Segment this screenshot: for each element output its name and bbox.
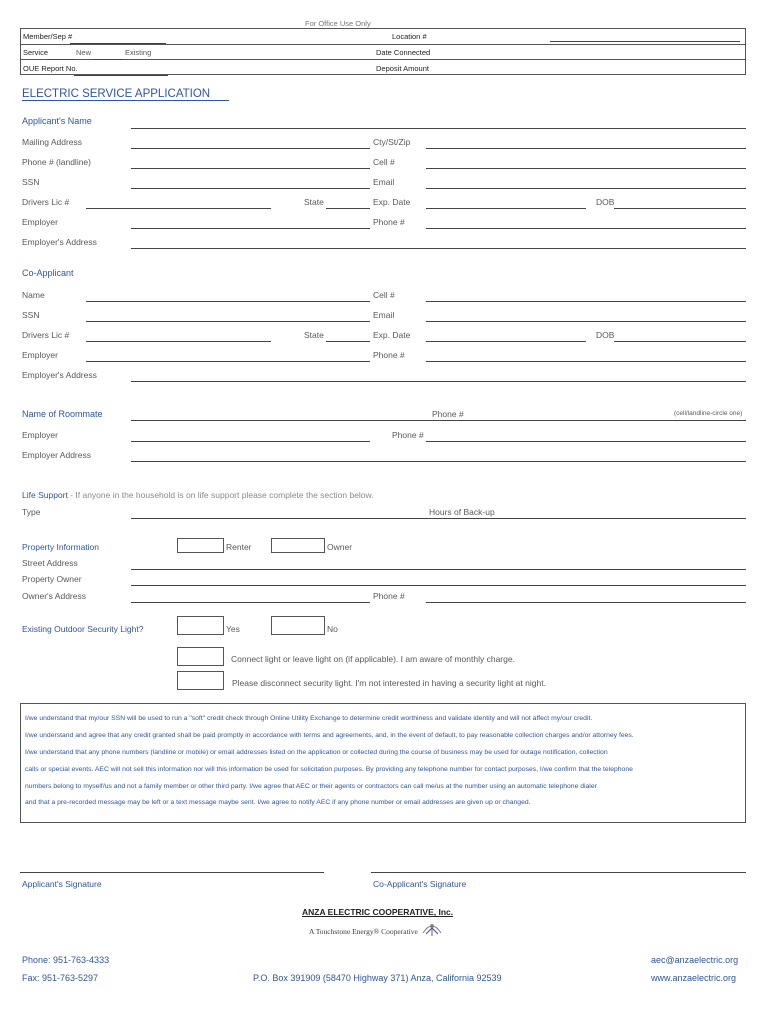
- co-ssn-input[interactable]: [86, 309, 370, 322]
- oue-report-label: OUE Report No.: [23, 64, 78, 73]
- footer-phone: Phone: 951-763-4333: [22, 955, 110, 965]
- office-box-divider-2: [20, 59, 746, 60]
- co-employer-phone-input[interactable]: [426, 349, 746, 362]
- co-cell-input[interactable]: [426, 289, 746, 302]
- life-support-type-label: Type: [22, 507, 41, 517]
- coapplicant-signature-input[interactable]: [371, 860, 746, 873]
- life-support-line: [22, 490, 374, 500]
- coapplicant-signature-label: Co-Applicant's Signature: [373, 879, 467, 889]
- footer-web-link[interactable]: www.anzaelectric.org: [651, 973, 737, 983]
- owners-address-label: Owner's Address: [22, 591, 86, 601]
- disconnect-light-label: Please disconnect security light. I'm not interested in having a security light at night.: [232, 678, 546, 688]
- footer-address: P.O. Box 391909 (58470 Highway 371) Anza, California 92539: [253, 973, 502, 983]
- service-existing-input[interactable]: [94, 47, 123, 60]
- co-exp-date-label: Exp. Date: [373, 330, 411, 340]
- state-input[interactable]: [326, 196, 370, 209]
- service-existing-label: Existing: [125, 48, 152, 57]
- owner-phone-input[interactable]: [426, 590, 746, 603]
- co-employers-address-input[interactable]: [131, 369, 746, 382]
- office-use-header: For Office Use Only: [305, 19, 371, 28]
- co-cell-label: Cell #: [373, 290, 395, 300]
- email-label: Email: [373, 177, 395, 187]
- security-light-no-checkbox[interactable]: [271, 616, 325, 635]
- co-name-label: Name: [22, 290, 45, 300]
- cty-st-zip-input[interactable]: [426, 136, 746, 149]
- co-employer-input[interactable]: [86, 349, 370, 362]
- co-exp-date-input[interactable]: [426, 329, 586, 342]
- service-label: Service: [23, 48, 49, 57]
- org-name: ANZA ELECTRIC COOPERATIVE, Inc.: [302, 907, 454, 917]
- state-label: State: [304, 197, 324, 207]
- mailing-address-input[interactable]: [131, 136, 370, 149]
- date-connected-label: Date Connected: [376, 48, 431, 57]
- office-box-divider-1: [20, 44, 746, 45]
- page-title: ELECTRIC SERVICE APPLICATION: [22, 88, 229, 101]
- employers-address-label: Employer's Address: [22, 237, 97, 247]
- applicant-name-input[interactable]: [131, 116, 746, 129]
- employer-input[interactable]: [131, 216, 370, 229]
- security-light-yes-label: Yes: [226, 624, 240, 634]
- mailing-address-label: Mailing Address: [22, 137, 83, 147]
- co-dob-label: DOB: [596, 330, 615, 340]
- street-address-input[interactable]: [131, 557, 746, 570]
- employers-address-input[interactable]: [131, 236, 746, 249]
- roommate-employer-address-input[interactable]: [131, 449, 746, 462]
- security-light-no-label: No: [327, 624, 338, 634]
- renter-label: Renter: [226, 542, 252, 552]
- applicant-signature-input[interactable]: [20, 860, 324, 873]
- phone-landline-input[interactable]: [131, 156, 370, 169]
- security-light-question: Existing Outdoor Security Light?: [22, 624, 144, 634]
- member-sep-input[interactable]: [70, 31, 166, 44]
- dob-input[interactable]: [614, 196, 746, 209]
- credit-notice-box: [20, 703, 746, 823]
- office-box-left-border: [20, 28, 21, 75]
- footer-email-link[interactable]: aec@anzaelectric.org: [651, 955, 739, 965]
- notice-line-5: numbers belong to myself/us and not a family member or other third party. I/we agree that AEC or their agents or contractors can call me/us at the number using an automatic telephone dialer: [25, 783, 597, 790]
- street-address-label: Street Address: [22, 558, 78, 568]
- co-employer-label: Employer: [22, 350, 58, 360]
- location-input[interactable]: [550, 29, 740, 42]
- roommate-phone-label: Phone #: [432, 409, 464, 419]
- life-support-instructions: - If anyone in the household is on life support please complete the section below.: [67, 490, 374, 500]
- notice-line-4: calls or special events. AEC will not sell this information nor will this information be used for solicitation purposes. By providing any telephone number for contact purposes, I/we confirm that the telephone: [25, 766, 633, 773]
- connect-light-checkbox[interactable]: [177, 647, 224, 666]
- footer-fax: Fax: 951-763-5297: [22, 973, 99, 983]
- roommate-employer-input[interactable]: [131, 429, 370, 442]
- co-drivers-lic-label: Drivers Lic #: [22, 330, 70, 340]
- notice-line-3: I/we understand that any phone numbers (landline or mobile) or email addresses listed on the application or collected during the course of business may be used for outage notification, collection: [25, 749, 608, 756]
- owner-phone-label: Phone #: [373, 591, 405, 601]
- drivers-lic-input[interactable]: [86, 196, 271, 209]
- exp-date-input[interactable]: [426, 196, 586, 209]
- office-box-right-border: [745, 28, 746, 75]
- roommate-employer-phone-label: Phone #: [392, 430, 424, 440]
- roommate-employer-label: Employer: [22, 430, 58, 440]
- co-email-input[interactable]: [426, 309, 746, 322]
- co-state-input[interactable]: [326, 329, 370, 342]
- property-heading: Property Information: [22, 542, 100, 552]
- employer-label: Employer: [22, 217, 58, 227]
- coapplicant-heading: Co-Applicant: [22, 268, 74, 278]
- co-state-label: State: [304, 330, 324, 340]
- roommate-heading: Name of Roommate: [22, 409, 103, 419]
- property-owner-input[interactable]: [131, 573, 746, 586]
- dob-label: DOB: [596, 197, 615, 207]
- notice-line-6: and that a pre-recorded message may be left or a text message maybe sent. I/we agree to notify AEC if any phone number or email addresses are given up or changed.: [25, 799, 531, 806]
- notice-line-1: I/we understand that my/our SSN will be used to run a "soft" credit check through Online Utility Exchange to determine credit worthiness and validate identity and will not affect my/our credit.: [25, 715, 593, 722]
- connect-light-label: Connect light or leave light on (if applicable). I am aware of monthly charge.: [231, 654, 515, 664]
- member-sep-label: Member/Sep #: [23, 32, 73, 41]
- co-drivers-lic-input[interactable]: [86, 329, 271, 342]
- co-employer-phone-label: Phone #: [373, 350, 405, 360]
- ssn-input[interactable]: [131, 176, 370, 189]
- roommate-phone-note: (cell/landline-circle one): [674, 410, 743, 417]
- cell-label: Cell #: [373, 157, 395, 167]
- touchstone-tagline: A Touchstone Energy® Cooperative: [309, 927, 418, 936]
- oue-report-input[interactable]: [74, 63, 168, 76]
- service-new-label: New: [76, 48, 92, 57]
- phone-landline-label: Phone # (landline): [22, 157, 91, 167]
- applicant-signature-label: Applicant's Signature: [22, 879, 102, 889]
- email-input[interactable]: [426, 176, 746, 189]
- property-owner-label: Property Owner: [22, 574, 82, 584]
- co-employers-address-label: Employer's Address: [22, 370, 97, 380]
- roommate-employer-address-label: Employer Address: [22, 450, 91, 460]
- exp-date-label: Exp. Date: [373, 197, 411, 207]
- cty-st-zip-label: Cty/St/Zip: [373, 137, 411, 147]
- touchstone-logo-icon: [421, 921, 443, 937]
- employer-phone-label: Phone #: [373, 217, 405, 227]
- co-dob-input[interactable]: [614, 329, 746, 342]
- owner-label: Owner: [327, 542, 353, 552]
- renter-checkbox[interactable]: [177, 538, 224, 553]
- applicant-heading: Applicant's Name: [22, 116, 92, 126]
- deposit-amount-label: Deposit Amount: [376, 64, 429, 73]
- cell-input[interactable]: [426, 156, 746, 169]
- owner-checkbox[interactable]: [271, 538, 325, 553]
- co-ssn-label: SSN: [22, 310, 40, 320]
- employer-phone-input[interactable]: [426, 216, 746, 229]
- notice-line-2: I/we understand and agree that any credit granted shall be paid promptly in accordance with terms and agreements, and, in the event of default, to pay reasonable collection charges and/or attorney fees.: [25, 732, 634, 739]
- co-name-input[interactable]: [86, 289, 370, 302]
- ssn-label: SSN: [22, 177, 40, 187]
- owners-address-input[interactable]: [131, 590, 370, 603]
- life-support-heading: Life Support: [22, 490, 68, 500]
- co-email-label: Email: [373, 310, 395, 320]
- roommate-employer-phone-input[interactable]: [426, 429, 746, 442]
- drivers-lic-label: Drivers Lic #: [22, 197, 70, 207]
- service-new-input[interactable]: [47, 47, 74, 60]
- hours-backup-label: Hours of Back-up: [429, 507, 495, 517]
- location-label: Location #: [392, 32, 427, 41]
- security-light-yes-checkbox[interactable]: [177, 616, 224, 635]
- disconnect-light-checkbox[interactable]: [177, 671, 224, 690]
